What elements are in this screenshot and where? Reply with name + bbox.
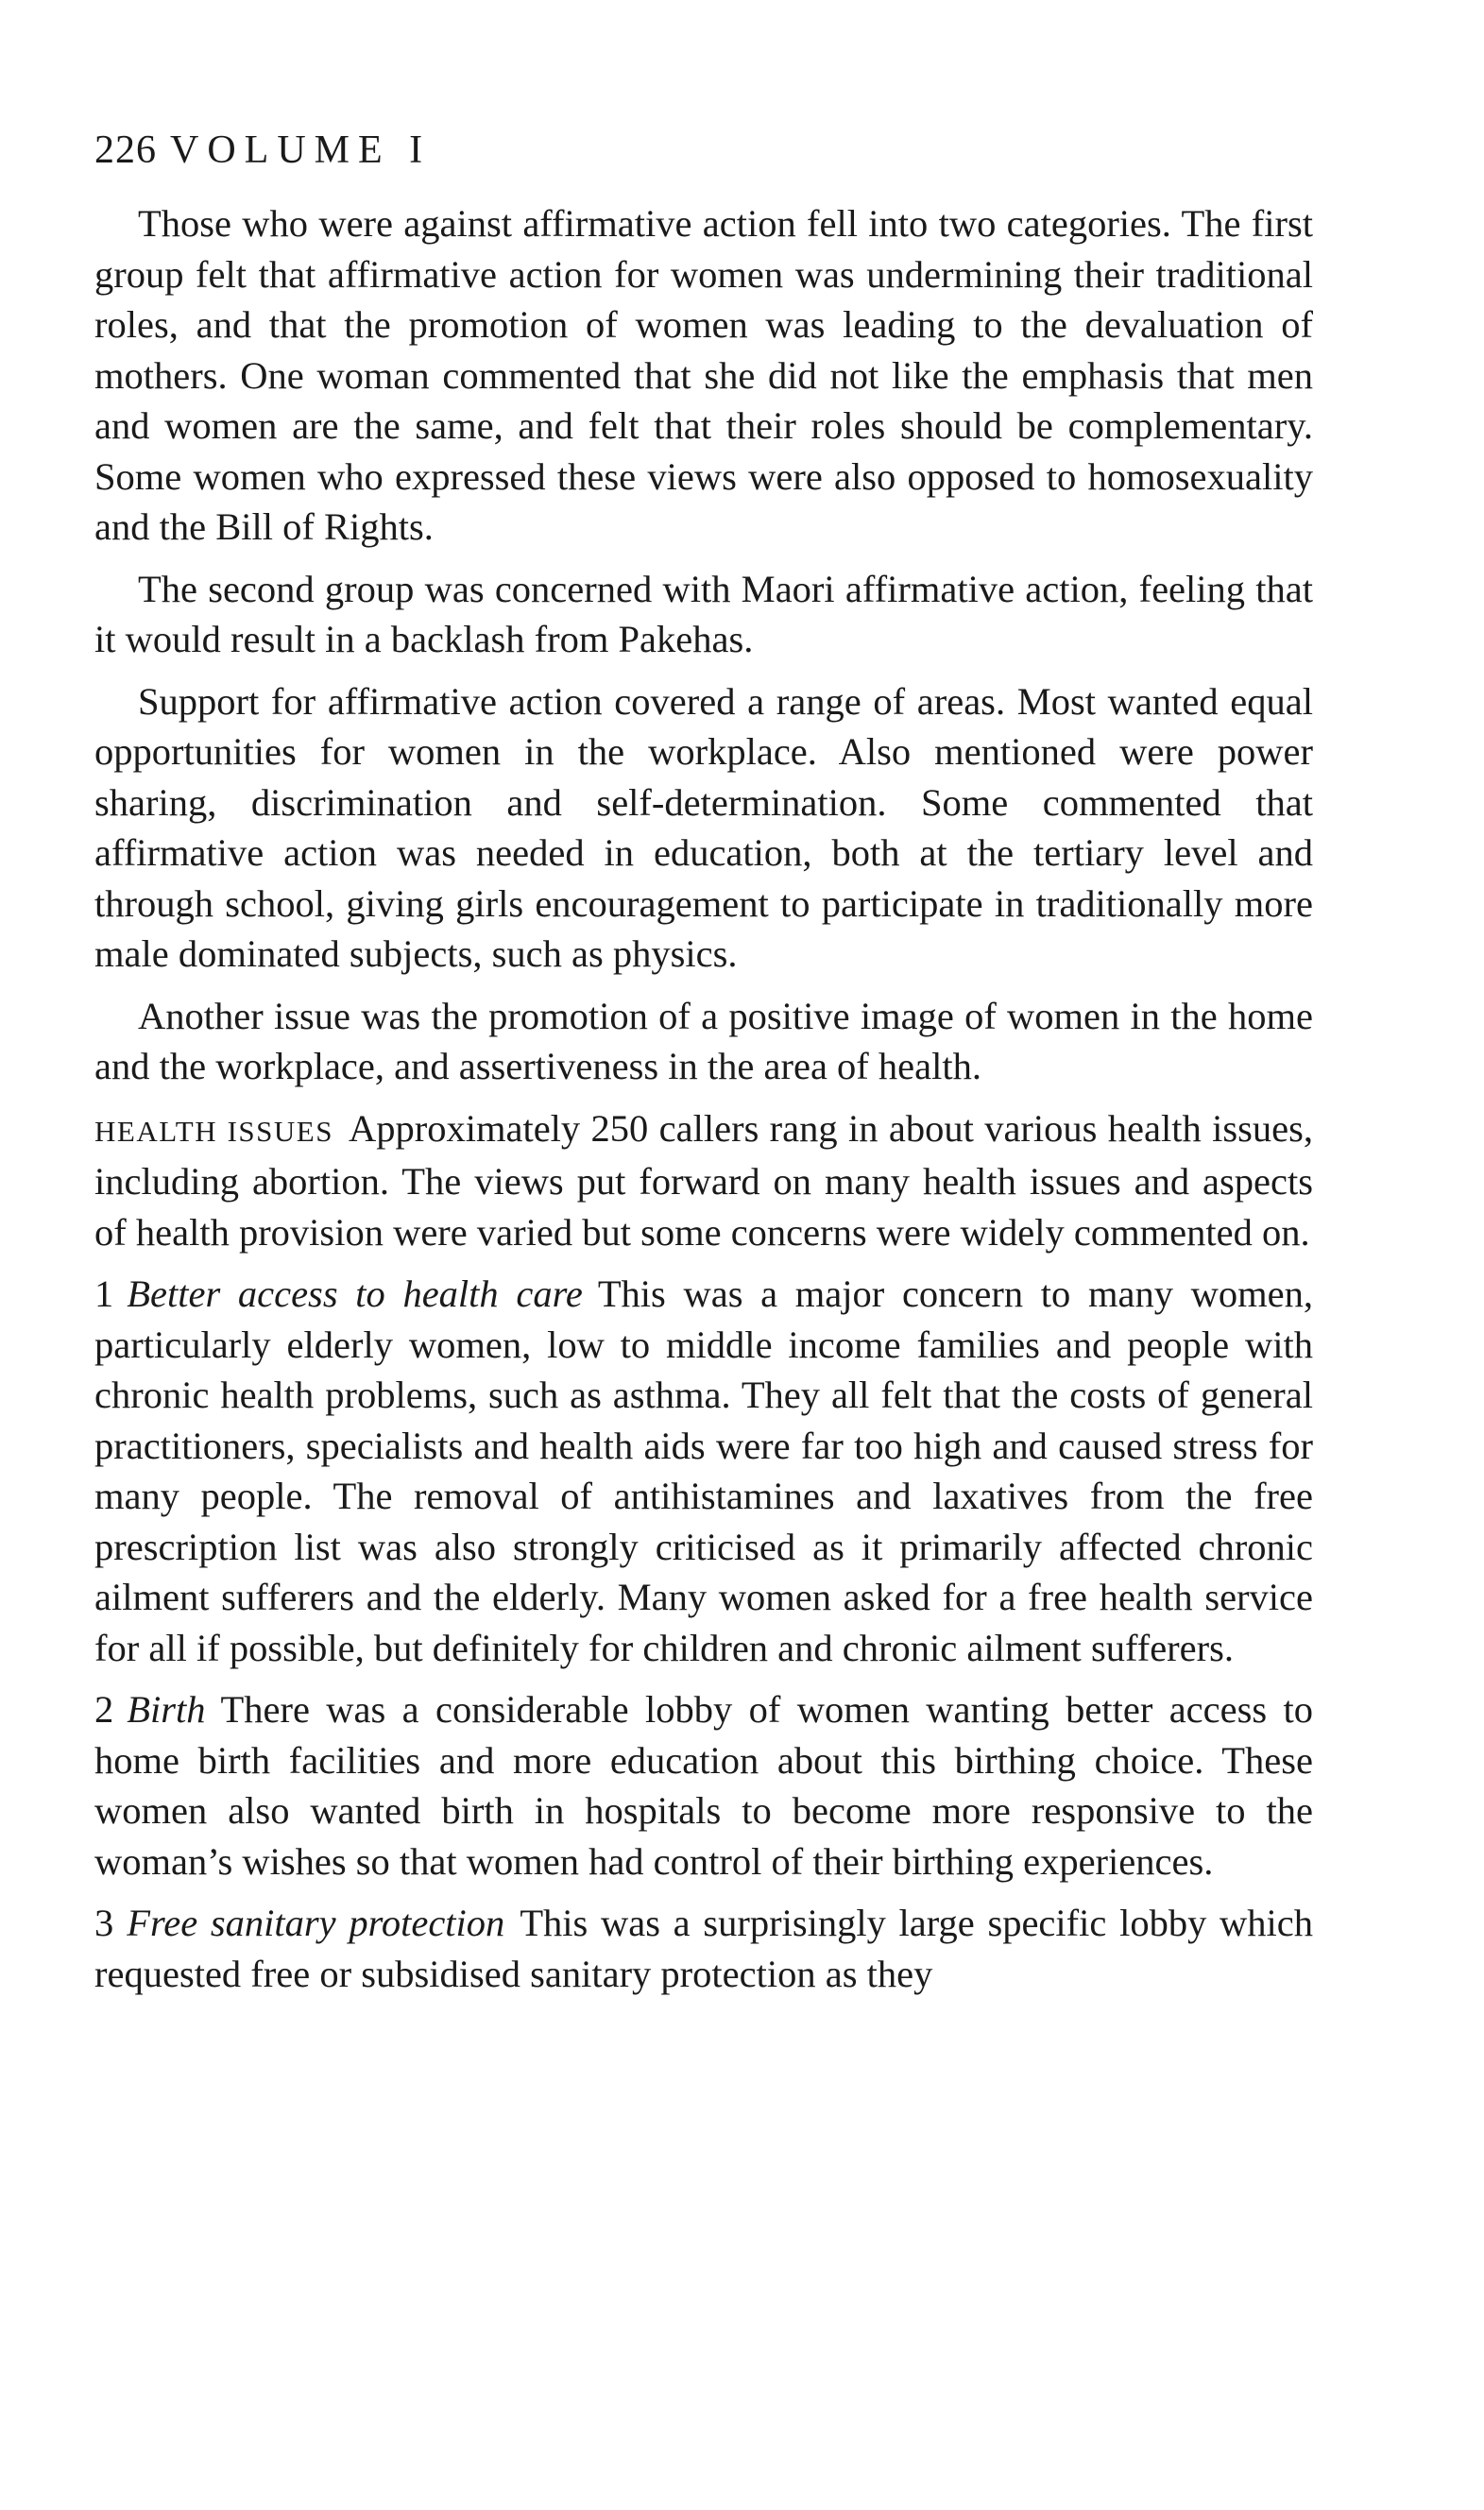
list-item-title: Birth bbox=[127, 1688, 206, 1731]
paragraph-against-affirmative-action: Those who were against affirmative action fell into two categories. The first group felt that affirmative action for women was undermining their traditional roles, and that the promotion of women was leading to the devaluation of mothers. One woman commented that she did not like the emphasis that men and women are the same, and felt that their roles should be complementary. Some women who expressed these views were also opposed to homosexuality and the Bill of Rights. bbox=[94, 202, 1313, 548]
paragraph-positive-image: Another issue was the promotion of a positive image of women in the home and the workplace, and assertiveness in the area of health. bbox=[94, 994, 1313, 1087]
list-item-text: This was a surprisingly large specific lobby which requested free or subsidised sanitary protection as they bbox=[94, 1902, 1313, 1995]
volume-label: VOLUME I bbox=[170, 128, 432, 172]
list-item-text: This was a major concern to many women, particularly elderly women, low to middle income families and people with chronic health problems, such as asthma. They all felt that the costs of general practitioners, specialists and health aids were far too high and caused stress for many people. The removal of antihistamines and laxatives from the free prescription list was also strongly criticised as it primarily affected chronic ailment sufferers and the elderly. Many women asked for a free health service for all if possible, but definitely for children and chronic ailment sufferers. bbox=[94, 1272, 1313, 1669]
health-issues-heading: HEALTH ISSUES bbox=[94, 1114, 333, 1148]
list-item-sanitary-protection bbox=[94, 1898, 1313, 1999]
paragraph-support-affirmative-action: Support for affirmative action covered a range of areas. Most wanted equal opportunities for women in the workplace. Also mentioned were power sharing, discrimination and self-determination. Some commented that affirmative action was needed in education, both at the tertiary level and through school, giving girls encouragement to participate in traditionally more male dominated subjects, such as physics. bbox=[94, 679, 1313, 975]
list-item-better-access bbox=[94, 1269, 1313, 1673]
list-item-text: There was a considerable lobby of women wanting better access to home birth facilities and more education about this birthing choice. These women also wanted birth in hospitals to become more responsive to the woman’s wishes so that women had control of their birthing experiences. bbox=[94, 1688, 1313, 1883]
list-item-title: Free sanitary protection bbox=[127, 1902, 505, 1944]
running-head bbox=[94, 123, 1313, 178]
list-item-title: Better access to health care bbox=[127, 1272, 583, 1315]
health-issues-text: Approximately 250 callers rang in about various health issues, including abortion. The views put forward on many health issues and aspects of health provision were varied but some concerns were widely commented on. bbox=[94, 1106, 1313, 1254]
page-number: 226 bbox=[94, 128, 157, 172]
list-item-number: 2 bbox=[94, 1688, 114, 1731]
book-page bbox=[94, 123, 1313, 2010]
health-issues-paragraph bbox=[94, 1103, 1313, 1258]
paragraph-maori-affirmative-action: The second group was concerned with Maori affirmative action, feeling that it would result in a backlash from Pakehas. bbox=[94, 567, 1313, 660]
list-item-number: 3 bbox=[94, 1902, 114, 1944]
list-item-number: 1 bbox=[94, 1272, 114, 1315]
list-item-birth bbox=[94, 1684, 1313, 1887]
